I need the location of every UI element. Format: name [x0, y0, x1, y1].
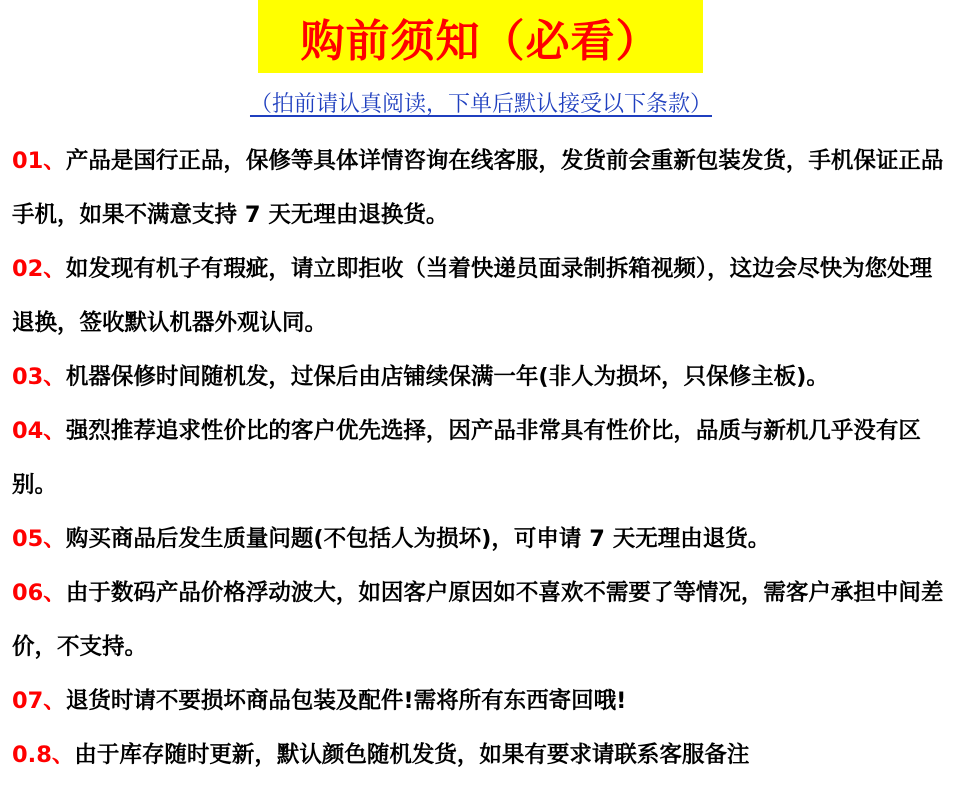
term-text: 如发现有机子有瑕疵，请立即拒收（当着快递员面录制拆箱视频），这边会尽快为您处理退换，签收默认机器外观认同。 — [12, 256, 933, 336]
term-text: 由于数码产品价格浮动波大，如因客户原因如不喜欢不需要了等情况，需客户承担中间差价，不支持。 — [12, 580, 944, 660]
term-number: 06、 — [12, 580, 66, 606]
term-item-08 — [12, 728, 952, 782]
term-number: 03、 — [12, 364, 66, 390]
term-item-01 — [12, 134, 952, 242]
term-item-07 — [12, 674, 952, 728]
page-title: 购前须知（必看） — [300, 15, 661, 67]
term-number: 02、 — [12, 256, 66, 282]
term-item-05 — [12, 512, 952, 566]
term-number: 05、 — [12, 526, 66, 552]
terms-list — [12, 134, 952, 782]
title-banner — [258, 0, 703, 73]
term-text: 由于库存随时更新，默认颜色随机发货，如果有要求请联系客服备注 — [74, 742, 750, 768]
term-item-02 — [12, 242, 952, 350]
term-text: 退货时请不要损坏商品包装及配件!需将所有东西寄回哦! — [65, 688, 627, 714]
page-subtitle: （拍前请认真阅读，下单后默认接受以下条款） — [249, 92, 712, 117]
term-number: 01、 — [12, 148, 66, 174]
term-number: 07、 — [12, 688, 66, 714]
term-item-06 — [12, 566, 952, 674]
term-text: 强烈推荐追求性价比的客户优先选择，因产品非常具有性价比，品质与新机几乎没有区别。 — [12, 418, 921, 498]
term-number: 04、 — [12, 418, 66, 444]
term-text: 机器保修时间随机发，过保后由店铺续保满一年(非人为损坏，只保修主板)。 — [65, 364, 829, 390]
term-number: 0.8、 — [12, 742, 75, 768]
term-text: 购买商品后发生质量问题(不包括人为损坏)，可申请 7 天无理由退货。 — [65, 526, 771, 552]
term-item-04 — [12, 404, 952, 512]
term-item-03 — [12, 350, 952, 404]
term-text: 产品是国行正品，保修等具体详情咨询在线客服，发货前会重新包装发货，手机保证正品手机，如果不满意支持 7 天无理由退换货。 — [12, 148, 944, 228]
